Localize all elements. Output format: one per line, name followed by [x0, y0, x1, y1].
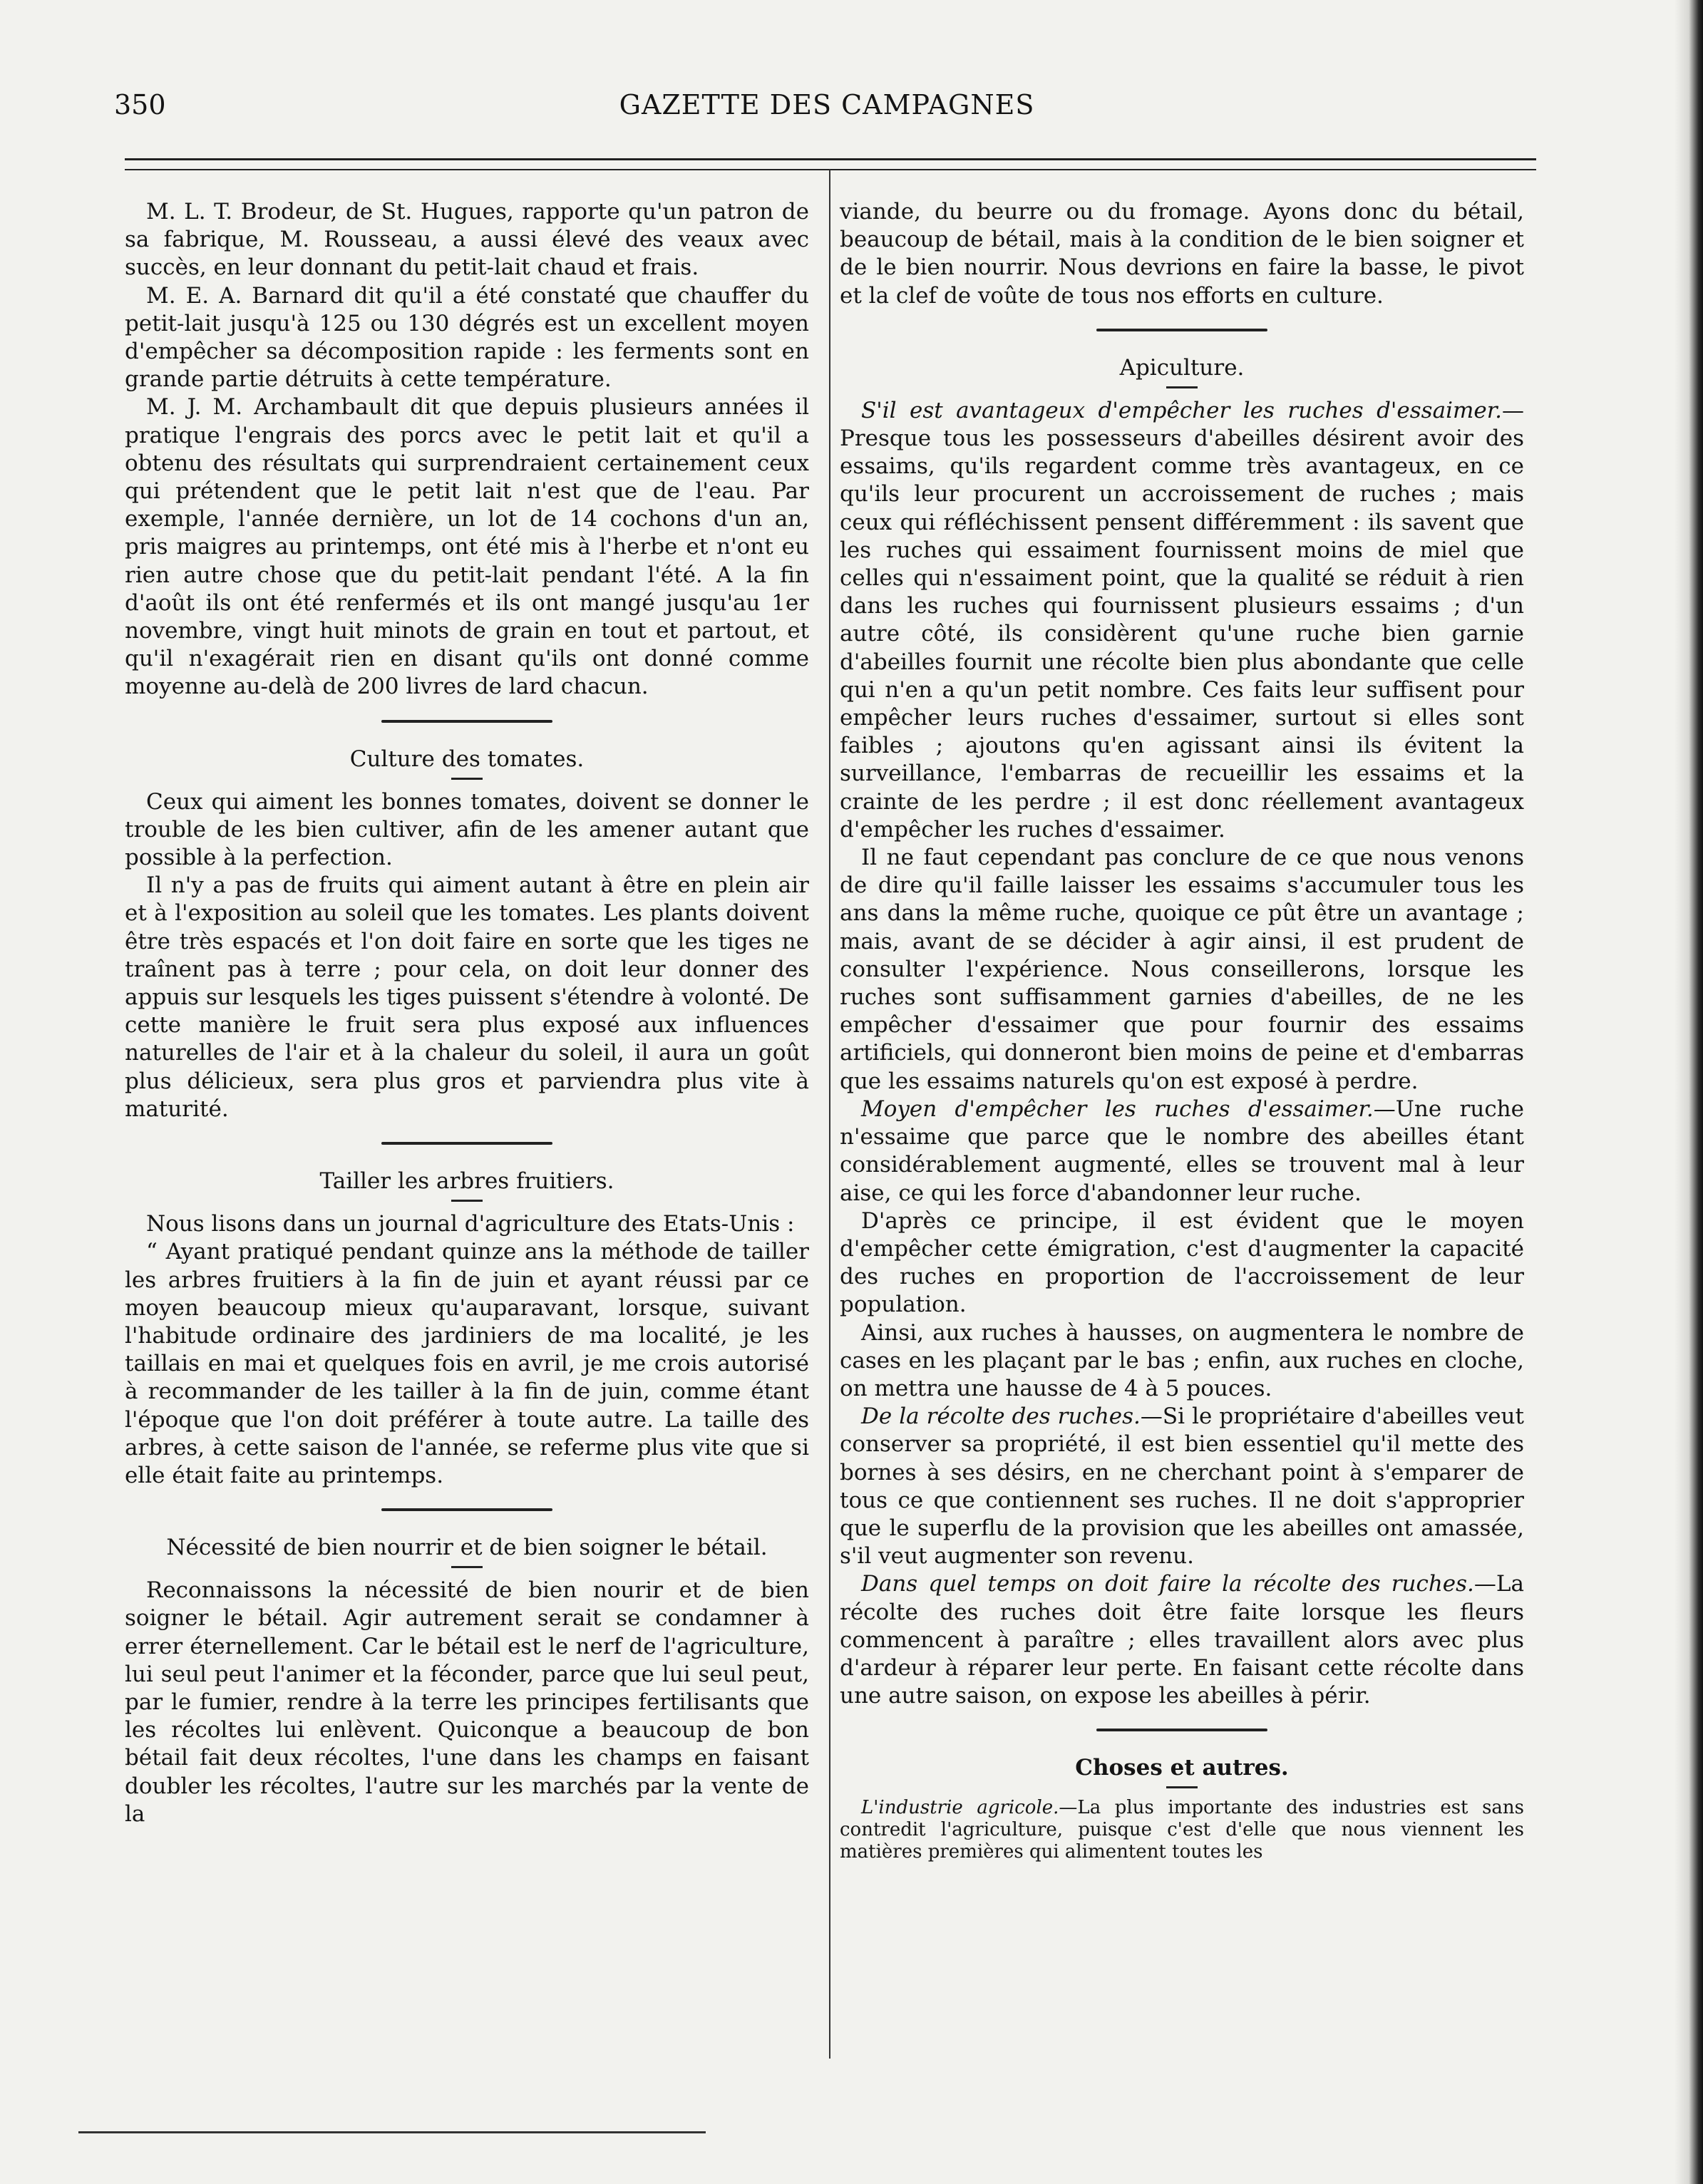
paragraph: Ceux qui aiment les bonnes tomates, doivent se donner le trouble de les bien cultiver, afin de les amener autant que possible à la perfection.	[125, 788, 809, 871]
paragraph: “ Ayant pratiqué pendant quinze ans la méthode de tailler les arbres fruitiers à la fin de juin et ayant réussi par ce moyen beaucoup mieux qu'auparavant, lorsque, suivant l'habitude ordinaire des jardiniers de ma localité, je les taillais en mai et quelques fois en avril, je me crois autorisé à recommander de les tailler à la fin de juin, comme étant l'époque que l'on doit préférer à toute autre. La taille des arbres, à cette saison de l'année, se referme plus vite que si elle était faite au printemps.	[125, 1239, 809, 1488]
section-divider	[125, 1490, 809, 1530]
journal-title: GAZETTE DES CAMPAGNES	[619, 89, 1035, 120]
heading-dash	[1166, 1786, 1198, 1788]
paragraph-continuation: viande, du beurre ou du fromage. Ayons donc du bétail, beaucoup de bétail, mais à la condition de le bien soigner et de le bien nourrir. Nous devrions en faire la basse, le pivot et la clef de voûte de tous nos efforts en culture.	[840, 199, 1524, 309]
paragraph: M. E. A. Barnard dit qu'il a été constaté que chauffer du petit-lait jusqu'à 125 ou 130 dégrés est un excellent moyen d'empêcher sa décomposition rapide : les ferments sont en grande partie détruits à cette température.	[125, 282, 809, 393]
subheading-italic: L'industrie agricole.	[861, 1797, 1059, 1819]
page-binding-edge	[1674, 0, 1703, 2184]
paragraph: Ainsi, aux ruches à hausses, on augmentera le nombre de cases en les plaçant par le bas ; enfin, aux ruches en cloche, on mettra une hausse de 4 à 5 pouces.	[840, 1319, 1524, 1401]
page-number: 350	[114, 89, 166, 120]
heading-dash	[451, 778, 483, 780]
paragraph: S'il est avantageux d'empêcher les ruches d'essaimer.—Presque tous les possesseurs d'abeilles désirent avoir des essaims, qu'ils regardent comme très avantageux, en ce qu'ils leur procurent un accroissement de ruches ; mais ceux qui réfléchissent pensent différemment : ils savent que les ruches qui essaiment fournissent moins de miel que celles qui n'essaiment point, que la qualité se réduit à rien dans les ruches qui fournissent plusieurs essaims ; d'un autre côté, ils considèrent qu'une ruche bien garnie d'abeilles fournit une récolte bien plus abondante que celle qui n'en a qu'un petit nombre. Ces faits leur suffisent pour empêcher leurs ruches d'essaimer, surtout si elles sont faibles ; ajoutons qu'en agissant ainsi ils évitent la surveillance, l'embarras de recueillir les essaims et la crainte de les perdre ; il est donc réellement avantageux d'empêcher les ruches d'essaimer.	[840, 397, 1524, 843]
section-divider	[125, 1123, 809, 1163]
paragraph: Dans quel temps on doit faire la récolte des ruches.—La récolte des ruches doit être faite lorsque les fleurs commencent à paraître ; elles travaillent alors avec plus d'ardeur à réparer leur perte. En faisant cette récolte dans une autre saison, on expose les abeilles à périr.	[840, 1571, 1524, 1709]
subheading-italic: S'il est avantageux d'empêcher les ruches d'essaimer.	[861, 397, 1502, 423]
paragraph: Reconnaissons la nécessité de bien nourir et de bien soigner le bétail. Agir autrement serait se condamner à errer éternellement. Car le bétail est le nerf de l'agriculture, lui seul peut l'animer et la féconder, parce que lui seul peut, par le fumier, rendre à la terre les principes fertilisants que les récoltes lui enlèvent. Quiconque a beaucoup de bon bétail fait deux récoltes, l'une dans les champs en faisant doubler les récoltes, l'autre sur les marchés par la vente de la	[125, 1577, 809, 1827]
paragraph: Il n'y a pas de fruits qui aiment autant à être en plein air et à l'exposition au soleil que les tomates. Les plants doivent être très espacés et l'on doit faire en sorte que les tiges ne traînent pas à terre ; pour cela, on doit leur donner des appuis sur lesquels les tiges puissent s'étendre à volonté. De cette manière le fruit sera plus exposé aux influences naturelles de l'air et à la chaleur du soleil, il aura un goût plus délicieux, sera plus gros et parviendra plus vite à maturité.	[125, 872, 809, 1122]
section-divider	[840, 310, 1524, 350]
column-separator	[829, 170, 830, 2059]
paragraph: Moyen d'empêcher les ruches d'essaimer.—Une ruche n'essaime que parce que le nombre des abeilles étant considérablement augmenté, elles se trouvent mal à leur aise, ce qui les force d'abandonner leur ruche.	[840, 1096, 1524, 1206]
paragraph: M. J. M. Archambault dit que depuis plusieurs années il pratique l'engrais des porcs avec le petit lait et qu'il a obtenu des résultats qui surprendraient certainement ceux qui prétendent que le petit lait n'est que de l'eau. Par exemple, l'année dernière, un lot de 14 cochons d'un an, pris maigres au printemps, ont été mis à l'herbe et n'ont eu rien autre chose que du petit-lait pendant l'été. A la fin d'août ils ont été renfermés et ils ont mangé jusqu'au 1er novembre, vingt huit minots de grain en tout et partout, et qu'il n'exagérait rien en disant qu'ils ont donné comme moyenne au-delà de 200 livres de lard chacun.	[125, 394, 809, 700]
section-heading-betail: Nécessité de bien nourrir et de bien soigner le bétail.	[166, 1535, 768, 1561]
heading-dash	[451, 1566, 483, 1568]
section-heading-tomates: Culture des tomates.	[349, 746, 585, 772]
subheading-italic: De la récolte des ruches.	[861, 1403, 1141, 1430]
heading-dash	[451, 1200, 483, 1202]
paragraph: Nous lisons dans un journal d'agriculture des Etats-Unis :	[146, 1211, 795, 1237]
heading-dash	[1166, 386, 1198, 388]
section-heading-arbres: Tailler les arbres fruitiers.	[319, 1168, 614, 1195]
section-divider	[125, 701, 809, 741]
paragraph: M. L. T. Brodeur, de St. Hugues, rapporte qu'un patron de sa fabrique, M. Rousseau, a aussi élevé des veaux avec succès, en leur donnant du petit-lait chaud et frais.	[125, 199, 809, 281]
section-heading-apiculture: Apiculture.	[1119, 354, 1245, 381]
page-header	[114, 89, 1540, 139]
left-column	[125, 198, 809, 1828]
paragraph: D'après ce principe, il est évident que le moyen d'empêcher cette émigration, c'est d'augmenter la capacité des ruches en proportion de l'accroissement de leur population.	[840, 1207, 1524, 1318]
right-column	[840, 198, 1524, 1863]
section-heading-choses: Choses et autres.	[1075, 1755, 1289, 1781]
bottom-rule	[78, 2131, 706, 2133]
paragraph: Il ne faut cependant pas conclure de ce que nous venons de dire qu'il faille laisser les essaims s'accumuler tous les ans dans la même ruche, quoique ce pût être un avantage ; mais, avant de se décider à agir ainsi, il est prudent de consulter l'expérience. Nous conseillerons, lorsque les ruches sont suffisamment garnies d'abeilles, de ne les empêcher d'essaimer que pour fournir des essaims artificiels, qui donneront bien moins de peine et d'embarras que les essaims naturels qu'on est exposé à perdre.	[840, 845, 1524, 1094]
header-double-rule	[125, 158, 1536, 170]
subheading-italic: Dans quel temps on doit faire la récolte des ruches.	[861, 1571, 1474, 1597]
small-print-block	[840, 1797, 1524, 1863]
paragraph: L'industrie agricole.—La plus importante des industries est sans contredit l'agriculture, puisque c'est d'elle que nous viennent les matières premières qui alimentent toutes les	[840, 1797, 1524, 1863]
paragraph: De la récolte des ruches.—Si le propriétaire d'abeilles veut conserver sa propriété, il est bien essentiel qu'il mette des bornes à ses désirs, en ne cherchant point à s'emparer de tous ce que contiennent ses ruches. Il ne doit s'approprier que le superflu de la provision que les abeilles ont amassée, s'il veut augmenter son revenu.	[840, 1403, 1524, 1570]
subheading-italic: Moyen d'empêcher les ruches d'essaimer.	[861, 1096, 1374, 1122]
section-divider	[840, 1710, 1524, 1750]
